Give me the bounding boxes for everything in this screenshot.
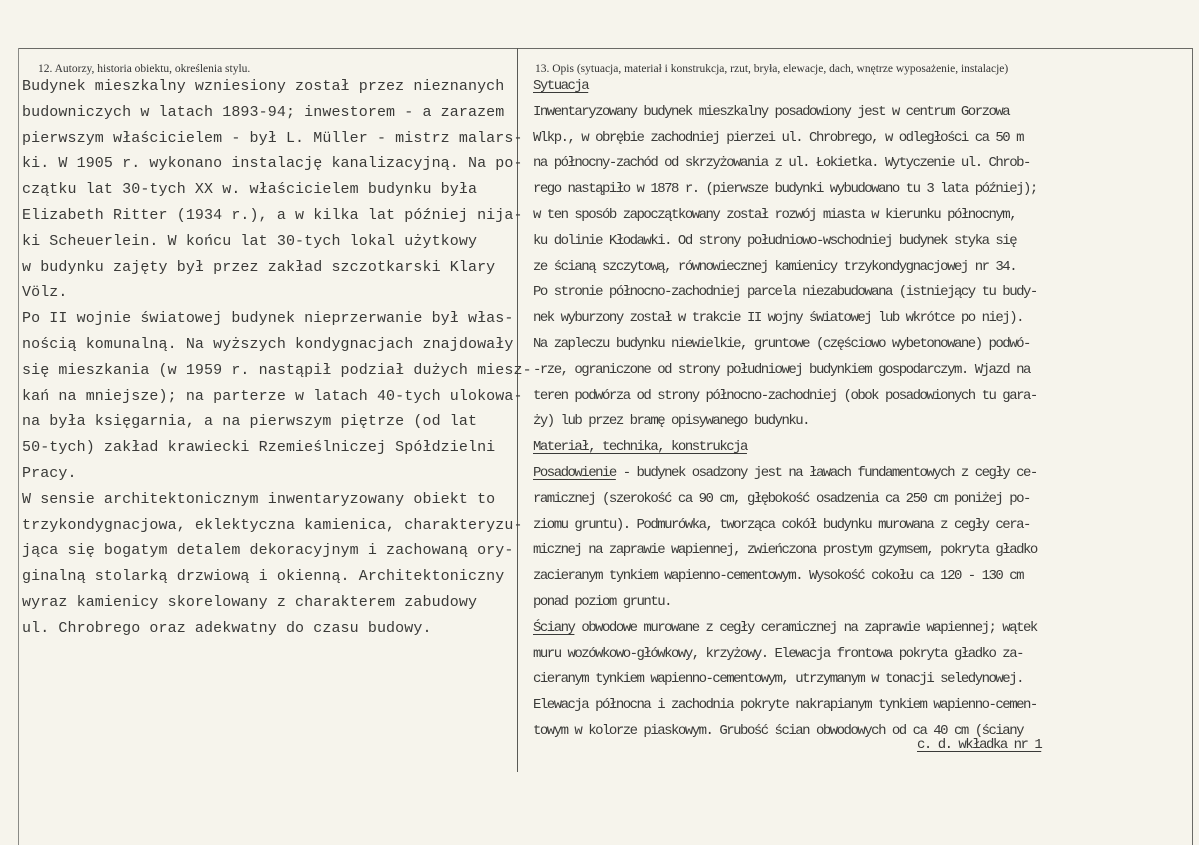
continuation-note: c. d. wkładka nr 1 [917,737,1042,753]
text-line: ki. W 1905 r. wykonano instalację kanalizacyjną. Na po- [22,155,523,173]
line-text: w ten sposób zapoczątkowany został rozwój miasta w kierunku północnym, [533,206,1017,223]
text-line [533,590,1037,616]
line-text: micznej na zaprawie wapiennej, zwieńczona prostym gzymsem, pokryta gładko [533,542,1037,559]
text-line [533,461,1037,487]
line-text: Wlkp., w obrębie zachodniej pierzei ul. Chrobrego, w odległości ca 50 m [533,129,1023,146]
line-text: towym w kolorze piaskowym. Grubość ścian obwodowych od ca 40 cm (ściany [533,722,1023,739]
line-text: nek wyburzony został w trakcie II wojny światowej lub wkrótce po niej). [533,310,1023,327]
text-line [533,151,1037,177]
text-line [533,564,1037,590]
text-line [533,538,1037,564]
line-text: Po stronie północno-zachodniej parcela niezabudowana (istniejący tu budy- [533,284,1037,301]
text-line [533,177,1037,203]
text-line [533,384,1037,410]
line-text: rego nastąpiło w 1878 r. (pierwsze budynki wybudowano tu 3 lata później); [533,181,1037,198]
text-line [533,306,1037,332]
frame-top-border [18,48,1193,49]
text-line: Po II wojnie światowej budynek nieprzerwanie był włas- [22,310,514,328]
line-text: ziomu gruntu). Podmurówka, tworząca cokół budynku murowana z cegły cera- [533,516,1030,533]
text-line: W sensie architektonicznym inwentaryzowany obiekt to [22,490,496,508]
line-text: zacieranym tynkiem wapienno-cementowym. Wysokość cokołu ca 120 - 130 cm [533,568,1023,585]
line-text: ze ścianą szczytową, równowiecznej kamienicy trzykondygnacjowej nr 34. [533,258,1017,275]
text-line [533,126,1037,152]
text-line: ki Scheuerlein. W końcu lat 30-tych lokal użytkowy [22,232,478,250]
text-line [533,616,1037,642]
text-line: ginalną stolarką drzwiową i okienną. Architektoniczny [22,568,505,586]
line-text: ponad poziom gruntu. [533,593,672,610]
text-line [533,229,1037,255]
line-text: na północny-zachód od skrzyżowania z ul. Łokietka. Wytyczenie ul. Chrob- [533,155,1030,172]
text-line: Elizabeth Ritter (1934 r.), a w kilka lat później nija- [22,206,523,224]
text-line: wyraz kamienicy skorelowany z charakterem zabudowy [22,593,478,611]
text-line: ul. Chrobrego oraz adekwatny do czasu budowy. [22,619,432,637]
text-line [533,74,1037,100]
line-text: Elewacja północna i zachodnia pokryte nakrapianym tynkiem wapienno-cemen- [533,697,1037,714]
section-13-text [533,74,1037,745]
text-line: jąca się bogatym detalem dekoracyjnym i zachowaną ory- [22,542,514,560]
text-line: 50-tych) zakład krawiecki Rzemieślniczej Spółdzielni [22,439,496,457]
line-text: -rze, ograniczone od strony południowej budynkiem gospodarczym. Wjazd na [533,361,1030,378]
line-text: - budynek osadzony jest na ławach fundamentowych z cegły ce- [615,464,1037,481]
text-line [533,100,1037,126]
line-text: ży) lub przez bramę opisywanego budynku. [533,413,810,430]
text-line [533,693,1037,719]
text-line: kań na mniejsze); na parterze w latach 40-tych ulokowa- [22,387,523,405]
text-line [533,667,1037,693]
text-line: czątku lat 30-tych XX w. właścicielem budynku była [22,181,478,199]
line-text: ramicznej (szerokość ca 90 cm, głębokość osadzenia ca 250 cm poniżej po- [533,490,1030,507]
text-line [533,332,1037,358]
section-13-header: 13. Opis (sytuacja, materiał i konstrukcja, rzut, bryła, elewacje, dach, wnętrze wyposażenie, instalacje) [535,63,1009,75]
subheading: Ściany [533,619,575,636]
subheading: Posadowienie [533,464,616,481]
frame-right-border [1192,48,1193,845]
text-line: nością komunalną. Na wyższych kondygnacjach znajdowały [22,335,514,353]
text-line [533,487,1037,513]
line-text: teren podwórza od strony północno-zachodniej (obok posadowionych tu gara- [533,387,1037,404]
line-text: ku dolinie Kłodawki. Od strony południowo-wschodniej budynek styka się [533,232,1017,249]
subheading: Sytuacja [533,78,589,94]
subheading: Materiał, technika, konstrukcja [533,439,747,456]
text-line: na była księgarnia, a na pierwszym piętrze (od lat [22,413,478,431]
line-text: Inwentaryzowany budynek mieszkalny posadowiony jest w centrum Gorzowa [533,103,1010,120]
text-line [533,358,1037,384]
text-line: Budynek mieszkalny wzniesiony został przez nieznanych [22,78,505,95]
text-line [533,513,1037,539]
line-text: muru wozówkowo-główkowy, krzyżowy. Elewacja frontowa pokryta gładko za- [533,645,1023,662]
text-line [533,280,1037,306]
text-line: w budynku zajęty był przez zakład szczotkarski Klary [22,258,496,276]
text-line [533,255,1037,281]
line-text: Na zapleczu budynku niewielkie, gruntowe (częściowo wybetonowane) podwó- [533,335,1030,352]
text-line: Pracy. [22,464,77,482]
text-line: trzykondygnacjowa, eklektyczna kamienica, charakteryzu- [22,516,523,534]
line-text: cieranym tynkiem wapienno-cementowym, utrzymanym w tonacji seledynowej. [533,671,1023,688]
text-line [533,435,1037,461]
text-line: Völz. [22,284,68,302]
text-line [533,642,1037,668]
text-line: budowniczych w latach 1893-94; inwestorem - a zarazem [22,103,505,121]
frame-left-border [18,48,19,845]
section-12-text [22,74,532,642]
text-line: pierwszym właścicielem - był L. Müller - mistrz malars- [22,129,523,147]
text-line [533,203,1037,229]
section-12-header: 12. Autorzy, historia obiektu, określenia stylu. [38,63,251,75]
text-line: się mieszkania (w 1959 r. nastąpił podział dużych miesz- [22,361,532,379]
text-line [533,409,1037,435]
line-text: obwodowe murowane z cegły ceramicznej na zaprawie wapiennej; wątek [574,619,1037,636]
